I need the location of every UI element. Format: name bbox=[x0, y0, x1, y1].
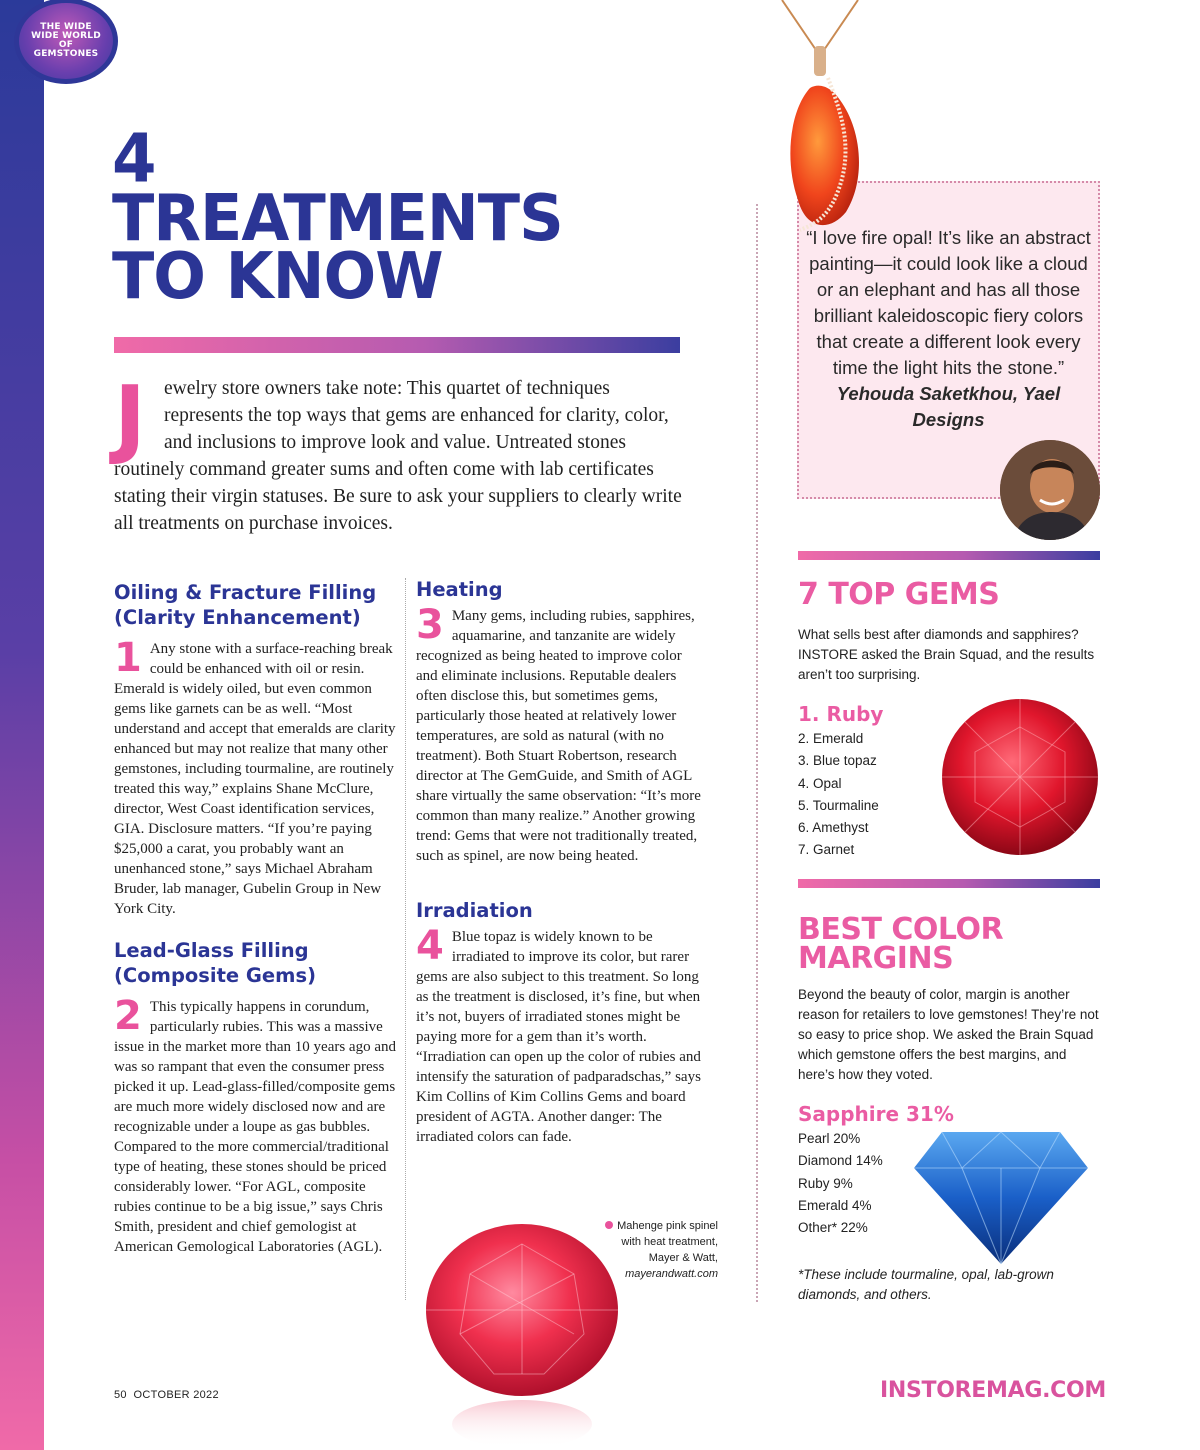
section-number-4: 4 bbox=[416, 923, 444, 969]
section-title-irradiation: Irradiation bbox=[416, 899, 533, 922]
top-gems-lead: 1. Ruby bbox=[798, 702, 884, 726]
section-text-oiling: Any stone with a surface-reaching break could be enhanced with oil or resin. Emerald is widely oiled, but even common gems like garnets can be as well. “Most understand and accept that emeralds are clarity enhanced but may not realize that many other gemstones, including tourmaline, are routinely treated this way,” explains Shane McClure, director, West Coast identification services, GIA. Disclosure matters. “If you’re paying $25,000 a carat, you probably want an unenhanced stone,” says Michael Abraham Bruder, lab manager, Gubelin Group in New York City. bbox=[114, 641, 396, 917]
avatar bbox=[1000, 440, 1100, 540]
pink-spinel-gem-image bbox=[424, 1224, 620, 1450]
list-item: 4. Opal bbox=[798, 775, 842, 791]
site-url-link[interactable]: INSTOREMAG.COM bbox=[880, 1378, 1106, 1403]
section-number-3: 3 bbox=[416, 602, 444, 648]
column-divider bbox=[405, 578, 406, 1300]
section-text-irradiation: Blue topaz is widely known to be irradiated to improve its color, but rarer gems are also subject to this treatment. So long as the treatment is disclosed, it’s fine, but when it’s not, buyers of irradiated stones might be paying more for a gem than it’s worth. “Irradiation can open up the color of rubies and intensify the saturation of padparadschas,” says Kim Collins of Kim Collins Gems and board president of AGTA. Another danger: The irradiated colors can fade. bbox=[416, 929, 701, 1145]
list-item: Diamond 14% bbox=[798, 1153, 883, 1169]
fire-opal-pendant-image bbox=[770, 0, 870, 250]
headline-line-to-know: TO KNOW bbox=[112, 237, 443, 314]
top-gems-intro: What sells best after diamonds and sapphires? INSTORE asked the Brain Squad, and the results aren’t too surprising. bbox=[798, 627, 1095, 682]
section-title-lead-glass: Lead-Glass Filling (Composite Gems) bbox=[114, 939, 316, 987]
list-item: 7. Garnet bbox=[798, 842, 855, 858]
badge-text: THE WIDE WIDE WORLD OF GEMSTONES bbox=[31, 22, 101, 59]
quote-attribution: Yehouda Saketkhou, Yael Designs bbox=[836, 383, 1061, 430]
caption-text: Mahenge pink spinel with heat treatment, Mayer & Watt, bbox=[617, 1220, 718, 1264]
article-column-middle bbox=[416, 577, 704, 1166]
list-item: 6. Amethyst bbox=[798, 820, 869, 836]
margins-title-line1: BEST COLOR bbox=[798, 912, 1004, 947]
headline-line-treatments: TREATMENTS bbox=[112, 179, 563, 256]
sapphire-gem-image bbox=[912, 1124, 1090, 1266]
list-item: 5. Tourmaline bbox=[798, 797, 879, 813]
list-item: Other* 22% bbox=[798, 1220, 868, 1236]
margins-intro: Beyond the beauty of color, margin is another reason for retailers to love gemstones! They’re not so easy to price shop. We asked the Brain Squad which gemstone offers the best margins, and here’s how they voted. bbox=[798, 987, 1099, 1082]
list-item: Ruby 9% bbox=[798, 1175, 853, 1191]
intro-text: ewelry store owners take note: This quartet of techniques represents the top ways that gems are enhanced for clarity, color, and inclusions to improve look and value. Untreated stones routinely command greater sums and often come with lab certificates stating their virgin statuses. Be sure to ask your suppliers to clearly write all treatments on purchase invoices. bbox=[114, 378, 682, 534]
section-body-irradiation bbox=[416, 923, 704, 1147]
section-number-1: 1 bbox=[114, 635, 142, 681]
headline bbox=[112, 121, 672, 314]
section-title-heating: Heating bbox=[416, 578, 503, 601]
headline-gradient-rule bbox=[114, 337, 680, 353]
section-body-heating bbox=[416, 602, 704, 866]
margins-title-line2: MARGINS bbox=[798, 941, 954, 976]
margins-rule bbox=[798, 879, 1100, 888]
section-text-lead-glass: This typically happens in corundum, particularly rubies. This was a massive issue in the market more than 10 years ago and was so rampant that even the consumer press picked it up. Lead-glass-filled/composite gems are much more widely disclosed now and are recognizable under a loupe as gas bubbles. Compared to the more commercial/traditional type of heating, these stones should be priced considerably lower. “For AGL, composite rubies continue to be a big issue,” says Chris Smith, president and chief gemologist at American Gemological Laboratories (AGL). bbox=[114, 999, 396, 1255]
intro-paragraph bbox=[114, 368, 684, 537]
section-badge bbox=[14, 0, 118, 84]
article-column-left bbox=[114, 580, 398, 1276]
top-gems-rule bbox=[798, 551, 1100, 560]
list-item: Emerald 4% bbox=[798, 1197, 872, 1213]
ruby-gem-image bbox=[940, 697, 1100, 857]
intro-dropcap: J bbox=[114, 368, 146, 468]
left-gradient-bar bbox=[0, 0, 44, 1450]
list-item: 2. Emerald bbox=[798, 731, 864, 746]
section-number-2: 2 bbox=[114, 993, 142, 1039]
quote-text: “I love fire opal! It’s like an abstract painting—it could look like a cloud or an elephant and has all those brilliant kaleidoscopic fiery colors that create a different look every time the light hits the stone.” bbox=[806, 227, 1091, 378]
section-title-oiling: Oiling & Fracture Filling (Clarity Enhancement) bbox=[114, 581, 377, 629]
page-folio: 50 OCTOBER 2022 bbox=[114, 1389, 219, 1401]
list-item: Pearl 20% bbox=[798, 1131, 861, 1146]
section-body-oiling bbox=[114, 635, 398, 919]
headline-number: 4 bbox=[112, 121, 156, 199]
top-gems-list bbox=[798, 728, 879, 862]
margins-title bbox=[798, 912, 1004, 976]
person-portrait-icon bbox=[1000, 440, 1100, 540]
margins-list bbox=[798, 1128, 883, 1239]
caption-link[interactable]: mayerandwatt.com bbox=[625, 1268, 718, 1280]
margins-lead: Sapphire 31% bbox=[798, 1102, 954, 1126]
section-body-lead-glass bbox=[114, 993, 398, 1257]
margins-footnote: *These include tourmaline, opal, lab-grown diamonds, and others. bbox=[798, 1267, 1054, 1302]
sidebar-dotted-divider bbox=[756, 204, 758, 1302]
top-gems-title: 7 TOP GEMS bbox=[798, 577, 1000, 612]
section-text-heating: Many gems, including rubies, sapphires, aquamarine, and tanzanite are widely recognized as being heated to improve color and eliminate inclusions. Reputable dealers often disclose this, but sometimes gems, particularly those heated at relatively lower temperatures, are sold as natural (with no treatment). Both Stuart Robertson, research director at The GemGuide, and Smith of AGL share virtually the same observation: “It’s more common than many realize.” Another growing trend: Gems that were not traditionally treated, such as spinel, are now being heated. bbox=[416, 608, 701, 864]
quote bbox=[805, 225, 1092, 433]
list-item: 3. Blue topaz bbox=[798, 753, 877, 769]
